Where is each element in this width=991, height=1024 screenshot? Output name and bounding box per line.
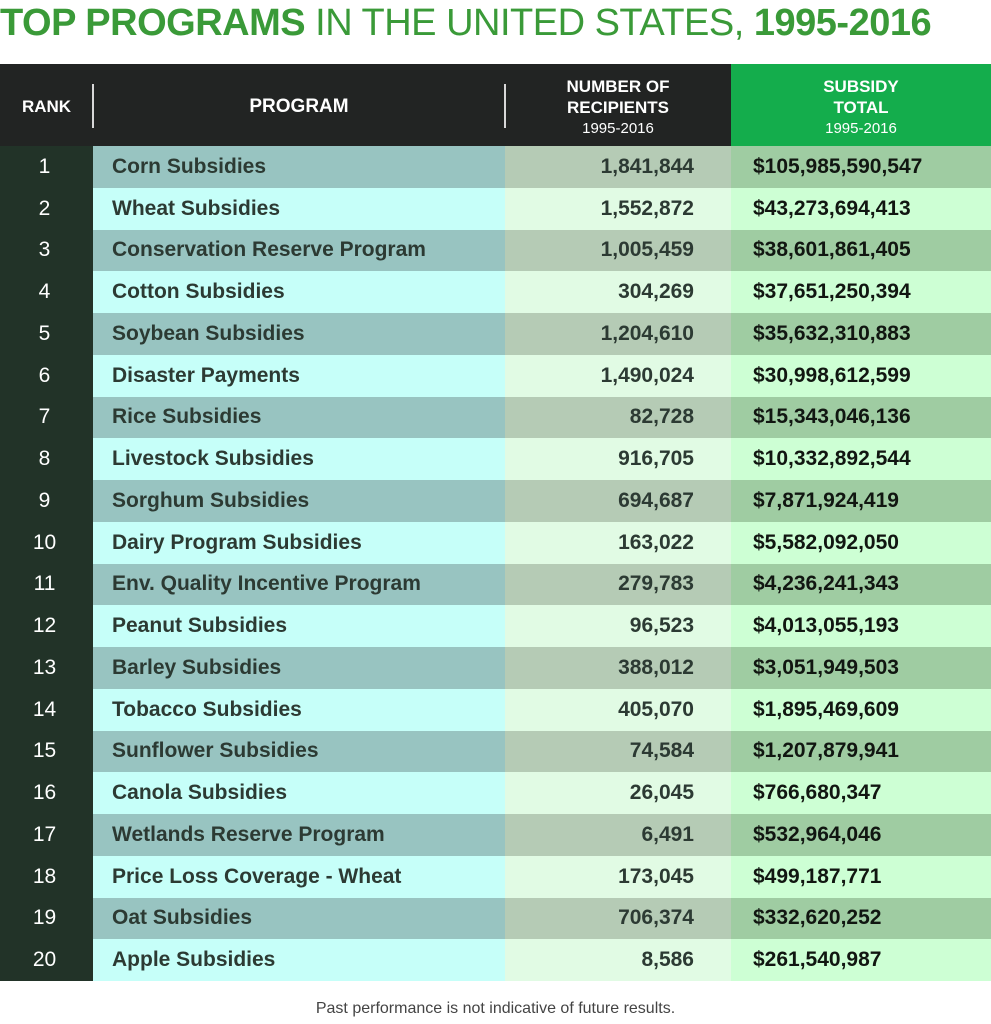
rank-cell: 12 bbox=[0, 605, 93, 647]
recipients-cell: 1,204,610 bbox=[505, 313, 731, 355]
program-cell: Oat Subsidies bbox=[93, 898, 505, 940]
header-subsidy-line2: TOTAL bbox=[833, 98, 889, 117]
table-row bbox=[0, 522, 991, 564]
program-cell: Cotton Subsidies bbox=[93, 271, 505, 313]
table-row bbox=[0, 772, 991, 814]
subsidy-cell: $1,895,469,609 bbox=[731, 689, 991, 731]
rank-cell: 2 bbox=[0, 188, 93, 230]
subsidy-cell: $105,985,590,547 bbox=[731, 146, 991, 188]
subsidy-cell: $38,601,861,405 bbox=[731, 230, 991, 272]
rank-cell: 8 bbox=[0, 438, 93, 480]
rank-cell: 6 bbox=[0, 355, 93, 397]
subsidy-cell: $4,236,241,343 bbox=[731, 564, 991, 606]
rank-cell: 14 bbox=[0, 689, 93, 731]
subsidy-cell: $43,273,694,413 bbox=[731, 188, 991, 230]
rank-cell: 9 bbox=[0, 480, 93, 522]
recipients-cell: 1,005,459 bbox=[505, 230, 731, 272]
recipients-cell: 74,584 bbox=[505, 731, 731, 773]
table-row bbox=[0, 230, 991, 272]
program-cell: Peanut Subsidies bbox=[93, 605, 505, 647]
recipients-cell: 82,728 bbox=[505, 397, 731, 439]
program-cell: Disaster Payments bbox=[93, 355, 505, 397]
table-row bbox=[0, 605, 991, 647]
recipients-cell: 8,586 bbox=[505, 939, 731, 981]
program-cell: Env. Quality Incentive Program bbox=[93, 564, 505, 606]
header-subsidy-years: 1995-2016 bbox=[825, 120, 897, 137]
subsidy-cell: $261,540,987 bbox=[731, 939, 991, 981]
subsidy-cell: $35,632,310,883 bbox=[731, 313, 991, 355]
header-recipients bbox=[505, 76, 731, 139]
recipients-cell: 916,705 bbox=[505, 438, 731, 480]
page-title bbox=[0, 0, 991, 64]
recipients-cell: 1,490,024 bbox=[505, 355, 731, 397]
table-row bbox=[0, 647, 991, 689]
rank-cell: 1 bbox=[0, 146, 93, 188]
header-subsidy-line1: SUBSIDY bbox=[823, 77, 899, 96]
table-row bbox=[0, 146, 991, 188]
rank-cell: 10 bbox=[0, 522, 93, 564]
rank-cell: 5 bbox=[0, 313, 93, 355]
header-subsidy-title bbox=[731, 64, 991, 139]
program-cell: Apple Subsidies bbox=[93, 939, 505, 981]
recipients-cell: 405,070 bbox=[505, 689, 731, 731]
subsidy-cell: $5,582,092,050 bbox=[731, 522, 991, 564]
subsidy-cell: $10,332,892,544 bbox=[731, 438, 991, 480]
program-cell: Canola Subsidies bbox=[93, 772, 505, 814]
rank-cell: 15 bbox=[0, 731, 93, 773]
program-cell: Wheat Subsidies bbox=[93, 188, 505, 230]
recipients-cell: 26,045 bbox=[505, 772, 731, 814]
rank-cell: 4 bbox=[0, 271, 93, 313]
subsidy-cell: $332,620,252 bbox=[731, 898, 991, 940]
header-recipients-line2: RECIPIENTS bbox=[566, 98, 670, 117]
rank-cell: 3 bbox=[0, 230, 93, 272]
header-program: PROGRAM bbox=[249, 96, 349, 117]
subsidy-cell: $4,013,055,193 bbox=[731, 605, 991, 647]
rank-cell: 13 bbox=[0, 647, 93, 689]
subsidy-cell: $7,871,924,419 bbox=[731, 480, 991, 522]
program-cell: Sorghum Subsidies bbox=[93, 480, 505, 522]
table-row bbox=[0, 188, 991, 230]
program-cell: Price Loss Coverage - Wheat bbox=[93, 856, 505, 898]
table-row bbox=[0, 898, 991, 940]
table-body bbox=[0, 146, 991, 981]
rank-cell: 18 bbox=[0, 856, 93, 898]
recipients-cell: 304,269 bbox=[505, 271, 731, 313]
rank-cell: 17 bbox=[0, 814, 93, 856]
table-row bbox=[0, 731, 991, 773]
subsidy-cell: $499,187,771 bbox=[731, 856, 991, 898]
title-middle-part: IN THE UNITED STATES, bbox=[305, 2, 754, 44]
rank-cell: 16 bbox=[0, 772, 93, 814]
recipients-cell: 706,374 bbox=[505, 898, 731, 940]
rank-cell: 11 bbox=[0, 564, 93, 606]
subsidy-cell: $3,051,949,503 bbox=[731, 647, 991, 689]
program-cell: Wetlands Reserve Program bbox=[93, 814, 505, 856]
title-years-part: 1995-2016 bbox=[753, 2, 932, 44]
header-recipients-years: 1995-2016 bbox=[582, 120, 654, 137]
subsidy-cell: $766,680,347 bbox=[731, 772, 991, 814]
subsidy-cell: $1,207,879,941 bbox=[731, 731, 991, 773]
title-bold-part: TOP PROGRAMS bbox=[0, 2, 306, 44]
header-subsidy bbox=[731, 64, 991, 146]
recipients-cell: 388,012 bbox=[505, 647, 731, 689]
table-row bbox=[0, 438, 991, 480]
subsidy-cell: $532,964,046 bbox=[731, 814, 991, 856]
recipients-cell: 173,045 bbox=[505, 856, 731, 898]
rank-cell: 19 bbox=[0, 898, 93, 940]
program-cell: Conservation Reserve Program bbox=[93, 230, 505, 272]
program-cell: Dairy Program Subsidies bbox=[93, 522, 505, 564]
program-cell: Sunflower Subsidies bbox=[93, 731, 505, 773]
subsidy-cell: $15,343,046,136 bbox=[731, 397, 991, 439]
program-cell: Tobacco Subsidies bbox=[93, 689, 505, 731]
recipients-cell: 1,552,872 bbox=[505, 188, 731, 230]
table-row bbox=[0, 564, 991, 606]
table-row bbox=[0, 480, 991, 522]
table-row bbox=[0, 397, 991, 439]
subsidy-cell: $30,998,612,599 bbox=[731, 355, 991, 397]
program-cell: Livestock Subsidies bbox=[93, 438, 505, 480]
footnote: Past performance is not indicative of future results. bbox=[315, 1000, 676, 1017]
recipients-cell: 1,841,844 bbox=[505, 146, 731, 188]
table-row bbox=[0, 856, 991, 898]
header-rank: RANK bbox=[21, 97, 72, 116]
recipients-cell: 6,491 bbox=[505, 814, 731, 856]
rank-cell: 7 bbox=[0, 397, 93, 439]
program-cell: Soybean Subsidies bbox=[93, 313, 505, 355]
rank-cell: 20 bbox=[0, 939, 93, 981]
table-row bbox=[0, 689, 991, 731]
table-row bbox=[0, 271, 991, 313]
recipients-cell: 163,022 bbox=[505, 522, 731, 564]
table-row bbox=[0, 939, 991, 981]
program-cell: Rice Subsidies bbox=[93, 397, 505, 439]
recipients-cell: 694,687 bbox=[505, 480, 731, 522]
table-header bbox=[0, 64, 991, 146]
program-cell: Barley Subsidies bbox=[93, 647, 505, 689]
subsidy-cell: $37,651,250,394 bbox=[731, 271, 991, 313]
header-recipients-line1: NUMBER OF bbox=[566, 77, 670, 96]
program-cell: Corn Subsidies bbox=[93, 146, 505, 188]
table-row bbox=[0, 313, 991, 355]
programs-table bbox=[0, 64, 991, 981]
table-row bbox=[0, 355, 991, 397]
recipients-cell: 279,783 bbox=[505, 564, 731, 606]
recipients-cell: 96,523 bbox=[505, 605, 731, 647]
table-row bbox=[0, 814, 991, 856]
